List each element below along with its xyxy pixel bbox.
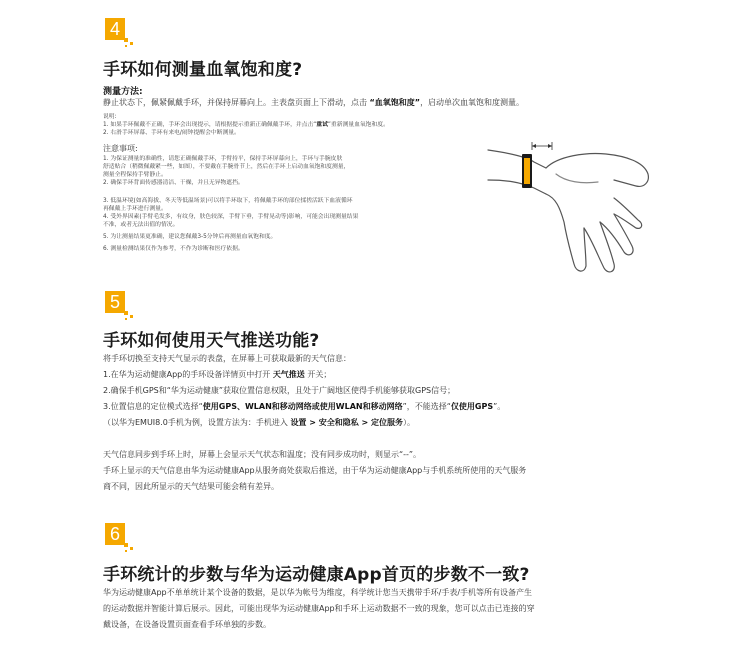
caution-line: 舒适贴合（稍微佩戴紧一些，如图），不要戴在手腕骨节上，然后在手环上启动血氧饱和度测量， (103, 164, 350, 170)
badge-dots-icon (123, 36, 137, 48)
steps-paragraph: 的运动数据并智能计算后展示。因此，可能出现华为运动健康App和手环上运动数据不一致的现象，您可以点击已连接的穿 (103, 604, 535, 613)
note-line: 1. 如果手环佩戴不正确，手环会出现提示，请根据提示重新正确佩戴手环，并点击“重试”重新测量血氧饱和度。 (103, 122, 389, 128)
caution-line: 不准，或者无法出值的情况。 (103, 222, 179, 228)
weather-paragraph: 天气信息同步到手环上时，屏幕上会显示天气状态和温度；没有同步成功时，则显示“--”。 (103, 450, 422, 459)
note-title: 说明: (103, 114, 117, 120)
section-number: 5 (109, 292, 120, 312)
badge-dots-icon (123, 309, 137, 321)
weather-paragraph: 商不同，因此所显示的天气结果可能会稍有差异。 (103, 482, 279, 491)
weather-paragraph: 手环上显示的天气信息由华为运动健康App从服务商处获取后推送，由于华为运动健康App与手机系统所使用的天气服务 (103, 466, 527, 475)
wrist-band-illustration (486, 138, 651, 278)
section-number-badge (105, 291, 125, 313)
method-text: 静止状态下，佩紧佩戴手环，并保持屏幕向上。主表盘页面上下滑动，点击 “血氧饱和度”，启动单次血氧饱和度测量。 (103, 98, 525, 107)
steps-paragraph: 华为运动健康App不单单统计某个设备的数据，是以华为帐号为维度，科学统计您当天携带手环/手表/手机等所有设备产生 (103, 588, 533, 597)
weather-step: 3.位置信息的定位模式选择“使用GPS、WLAN和移动网络或使用WLAN和移动网络”，不能选择“仅使用GPS”。 (103, 402, 506, 411)
caution-line: 5. 为让测量结果更准确，建议您佩戴3-5分钟后再测量血氧饱和度。 (103, 234, 277, 240)
weather-step: 2.确保手机GPS和“华为运动健康”获取位置信息权限，且处于广阔地区使得手机能够获取GPS信号； (103, 386, 456, 395)
steps-paragraph: 戴设备，在设备设置页面查看手环单独的步数。 (103, 620, 271, 629)
caution-line: 4. 受外界因素(手臂毛发多，有纹身，肤色较深，手臂下垂，手臂晃动等)影响，可能会出现测量结果 (103, 214, 359, 220)
caution-title: 注意事项: (103, 144, 138, 153)
weather-step: 1.在华为运动健康App的手环设备详情页中打开 天气推送 开关； (103, 370, 332, 379)
section-title: 手环如何使用天气推送功能? (103, 331, 320, 351)
caution-line: 2. 确保手环背面传感器清洁、干燥，并且无异物遮挡。 (103, 180, 244, 186)
section-number: 4 (109, 19, 120, 39)
weather-intro: 将手环切换至支持天气显示的表盘，在屏幕上可获取最新的天气信息： (103, 354, 351, 363)
section-number-badge (105, 523, 125, 545)
badge-dots-icon (123, 541, 137, 553)
caution-line: 6. 测量检测结果仅作为参考，不作为诊断和医疗依据。 (103, 246, 244, 252)
section-title: 手环如何测量血氧饱和度? (103, 60, 303, 80)
section-number-badge (105, 18, 125, 40)
caution-line: 1. 为保证测量的准确性，请您正确佩戴手环，手臂持平，保持手环屏幕向上，手环与手腕皮肤 (103, 156, 343, 162)
section-number: 6 (109, 524, 120, 544)
caution-line: 测量全程保持手臂静止。 (103, 172, 167, 178)
section-title: 手环统计的步数与华为运动健康App首页的步数不一致? (103, 565, 530, 585)
note-line: 2. 右滑手环屏幕、手环有来电/闹钟提醒会中断测量。 (103, 130, 240, 136)
caution-line: 3. 低温环境(如高海拔、冬天等低温场景)可以将手环取下，将佩戴手环的部位揉搓活跃下血液循环 (103, 198, 353, 204)
weather-step: （以华为EMUI8.0手机为例，设置方法为：手机进入 设置 > 安全和隐私 > 定位服务）。 (103, 418, 415, 427)
method-title: 测量方法: (103, 87, 143, 97)
caution-line: 再佩戴上手环进行测量。 (103, 206, 167, 212)
